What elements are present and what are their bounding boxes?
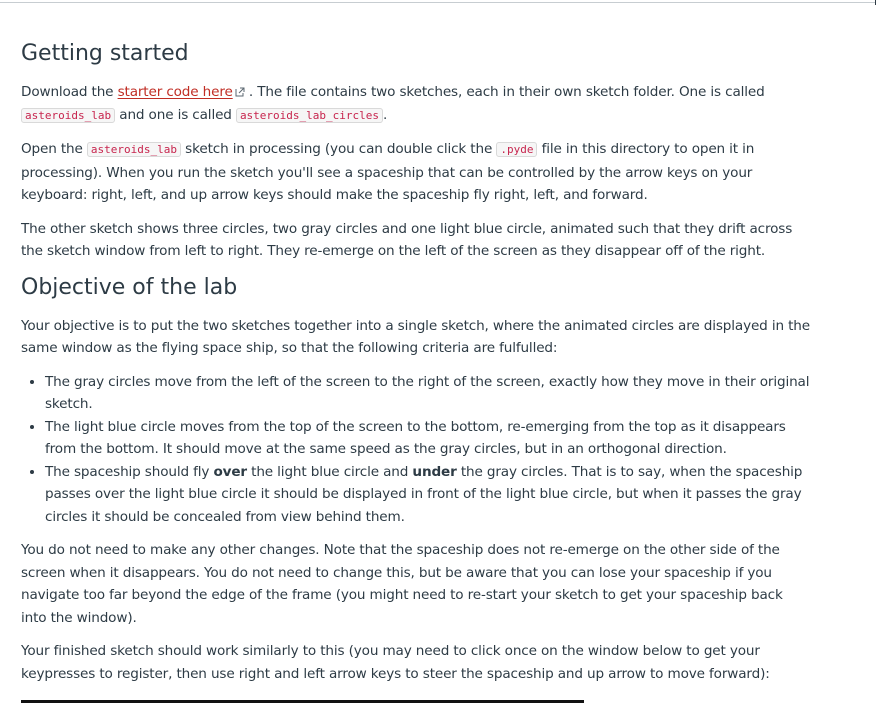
getting-started-heading: Getting started (21, 41, 189, 66)
code-asteroids-lab: asteroids_lab (21, 108, 115, 123)
download-text-middle: . The file contains two sketches, each in their own sketch folder. One is called (244, 84, 765, 100)
criterion3-text-b: the light blue circle and (246, 463, 413, 480)
code-asteroids-lab-circles: asteroids_lab_circles (236, 108, 383, 123)
top-edge-mark (875, 0, 876, 5)
open-text-middle: sketch in processing (you can double click the (181, 141, 497, 157)
code-asteroids-lab-open: asteroids_lab (87, 142, 181, 157)
criterion-blue-circle: • The light blue circle moves from the top of the screen to the bottom, re-emerging from the top as it disappears from the bottom. It should move at the same speed as the gray circles, but in an orthogonal direction. (45, 416, 811, 461)
download-text-end: . (383, 106, 388, 123)
code-pyde: .pyde (496, 142, 537, 157)
open-text-start: Open the (21, 141, 87, 157)
criteria-list (21, 371, 811, 529)
finished-sketch-paragraph: Your finished sketch should work similarly to this (you may need to click once on the window below to get your keypresses to register, then use right and left arrow keys to steer the spaceship and up arrow to move forward): (21, 643, 770, 682)
download-text-start: Download the (21, 84, 118, 100)
objective-intro: Your objective is to put the two sketches together into a single sketch, where the animated circles are displayed in the same window as the flying space ship, so that the following criteria are fulfulled: (21, 317, 810, 356)
embedded-sketch-frame[interactable] (21, 700, 584, 703)
criterion3-over: over (213, 463, 247, 480)
note-paragraph: You do not need to make any other changes. Note that the spaceship does not re-emerge on the other side of the screen when it disappears. You do not need to change this, but be aware that you can lose your spaceship if you navigate too far beyond the edge of the frame (you might need to re-start your sketch to get your spaceship back into the window). (21, 542, 783, 626)
open-text-end: file in this directory to open it in processing). When you run the sketch you'll see a spaceship that can be controlled by the arrow keys on your keyboard: right, left, and up arrow keys should make the spaceship fly right, left, and forward. (21, 141, 755, 203)
criterion-gray-circles: • The gray circles move from the left of the screen to the right of the screen, exactly how they move in their original sketch. (45, 371, 811, 416)
lab-content (21, 40, 811, 696)
circles-sketch-paragraph: The other sketch shows three circles, two gray circles and one light blue circle, animated such that they drift across the sketch window from left to right. They re-emerge on the left of the screen as they disappear off of the right. (21, 220, 793, 259)
criterion3-text-a: The spaceship should fly (45, 463, 214, 480)
open-sketch-paragraph (21, 138, 811, 207)
criterion-spaceship-layering (45, 461, 811, 529)
starter-code-link[interactable]: starter code here (117, 84, 233, 100)
objective-heading: Objective of the lab (21, 274, 238, 300)
top-divider (0, 2, 876, 3)
external-link-icon[interactable] (235, 87, 245, 97)
download-text-and: and one is called (115, 106, 236, 123)
download-paragraph (21, 81, 811, 127)
criterion3-text-c: the gray circles. That is to say, when the spaceship passes over the light blue circle it should be displayed in front of the light blue circle, but when it passes the gray circles it should be concealed from view behind them. (45, 463, 803, 525)
criterion3-under: under (412, 463, 457, 480)
